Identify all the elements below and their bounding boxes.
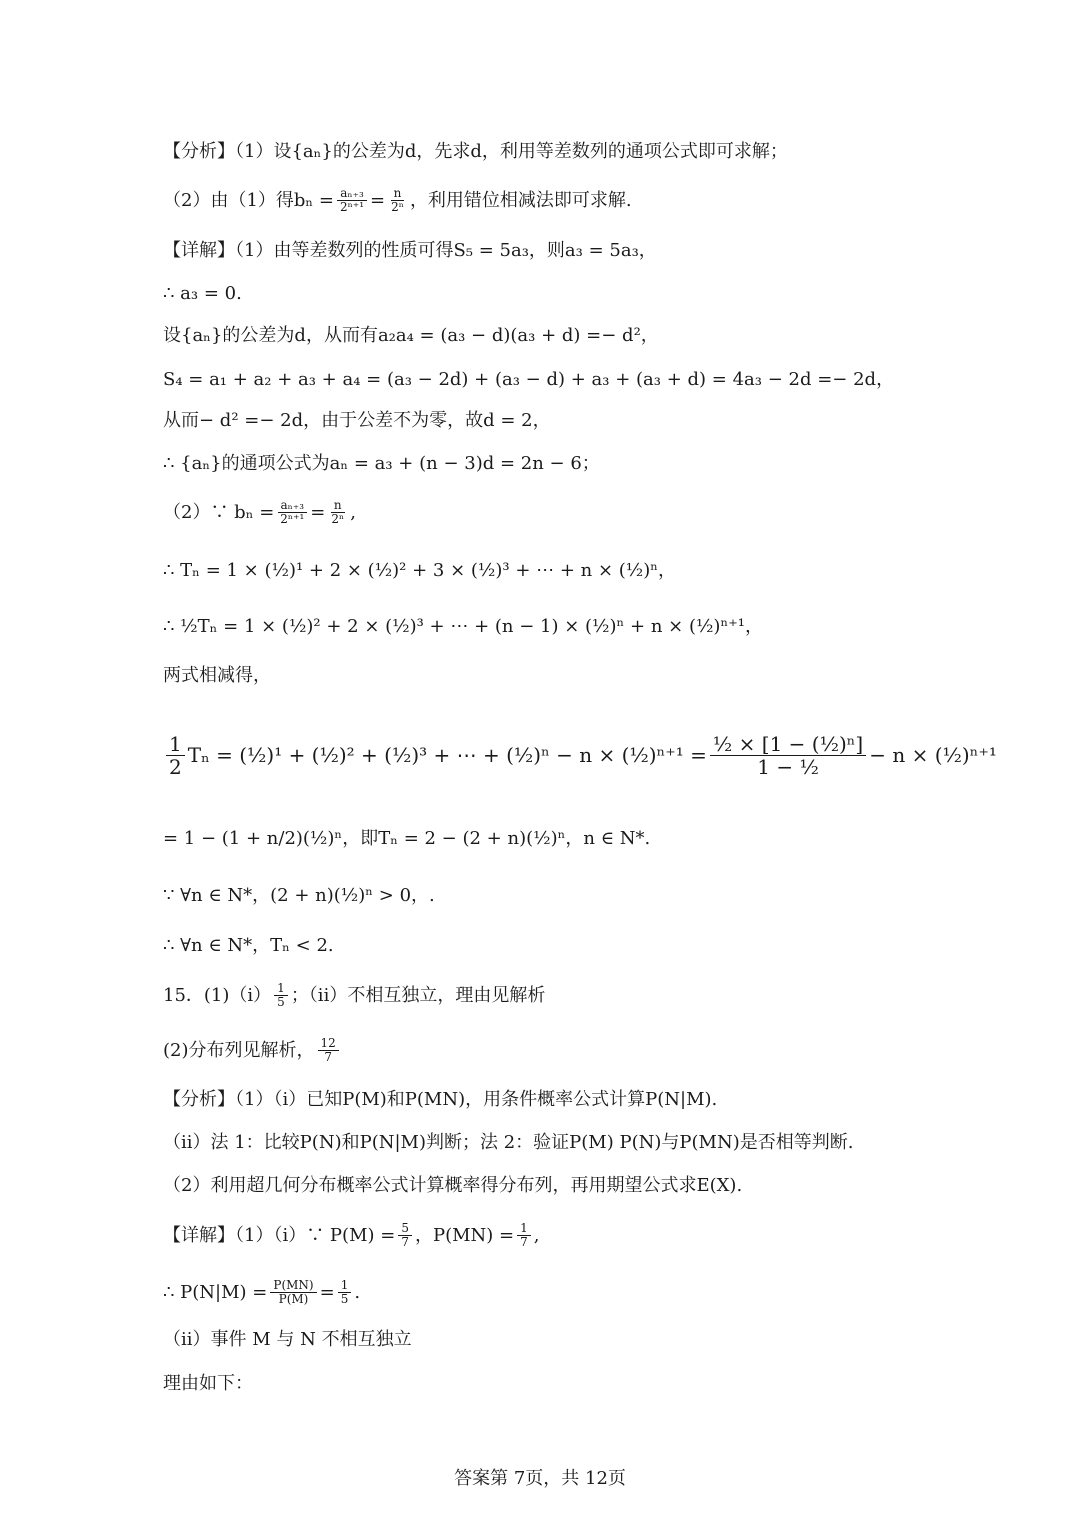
analysis-15-line-3: （2）利用超几何分布概率公式计算概率得分布列，再用期望公式求E(X). xyxy=(163,1175,743,1196)
fraction: $\frac{5}{7}$ xyxy=(398,1222,412,1249)
detail-15-line-3: （ii）事件 M 与 N 不相互独立 xyxy=(163,1329,412,1350)
detail-line-13: ∴ ∀n ∈ N*，Tₙ < 2. xyxy=(163,935,334,956)
detail-line-10: 两式相减得， xyxy=(163,665,271,686)
detail-line-5: 从而− d² =− 2d，由于公差不为零，故d = 2， xyxy=(163,410,551,431)
page-footer: 答案第 7页，共 12页 xyxy=(454,1468,626,1489)
fraction: $\frac{12}{7}$ xyxy=(318,1037,339,1064)
detail-line-4: S₄ = a₁ + a₂ + a₃ + a₄ = (a₃ − 2d) + (a₃ − d) + a₃ + (a₃ + d) = 4a₃ − 2d =− 2d， xyxy=(163,369,895,390)
fraction: $\frac{n}{\text{2ⁿ}}$ xyxy=(391,186,404,215)
answer-15-line-1: 15．(1)（i） $\frac{1}{5}$ ；（ii）不相互独立，理由见解析 xyxy=(163,981,546,1010)
detail-line-6: ∴ {aₙ}的通项公式为aₙ = a₃ + (n − 3)d = 2n − 6； xyxy=(163,453,600,474)
detail-line-3: 设{aₙ}的公差为d，从而有a₂a₄ = (a₃ − d)(a₃ + d) =− d²， xyxy=(163,325,659,346)
fraction: $\frac{1}{2}$ xyxy=(166,733,185,778)
analysis-line-1: 【分析】（1）设{aₙ}的公差为d，先求d，利用等差数列的通项公式即可求解； xyxy=(163,141,788,162)
detail-line-12: ∵ ∀n ∈ N*，(2 + n)(½)ⁿ > 0，. xyxy=(163,885,435,906)
analysis-line-2: （2）由（1）得bₙ = $\frac{\text{aₙ₊₃}}{\text{2ⁿ⁺¹}}$ = $\frac{n}{\text{2ⁿ}}$ ，利用错位相减法即可求解. xyxy=(163,186,632,215)
fraction: $\frac{\text{aₙ₊₃}}{\text{2ⁿ⁺¹}}$ xyxy=(337,187,367,214)
fraction: $\frac{1}{5}$ xyxy=(338,1279,352,1306)
fraction: $\frac{n}{\text{2ⁿ}}$ xyxy=(331,498,345,527)
answer-15-line-2: (2)分布列见解析， $\frac{12}{7}$ xyxy=(163,1037,923,1064)
fraction: $\frac{\text{½ × [1 − (½)ⁿ]}}{\text{1 − ½}}$ xyxy=(710,733,866,778)
detail-line-7: （2）∵ bₙ = $\frac{\text{aₙ₊₃}}{\text{2ⁿ⁺¹}}$ = $\frac{n}{\text{2ⁿ}}$ , xyxy=(163,498,356,527)
subtraction-formula: $\frac{1}{2}$ Tₙ = (½)¹ + (½)² + (½)³ + ⋯ + (½)ⁿ − n × (½)ⁿ⁺¹ = $\frac{\text{½ × [1 − (½)ⁿ]}}{\text{1 − ½}}$ − n × (½)ⁿ⁺¹ xyxy=(163,706,923,804)
fraction: $\frac{\text{aₙ₊₃}}{\text{2ⁿ⁺¹}}$ xyxy=(277,499,307,526)
analysis-15-line-2: （ii）法 1：比较P(N)和P(N|M)判断；法 2：验证P(M) P(N)与P(MN)是否相等判断. xyxy=(163,1132,854,1153)
analysis-15-line-1: 【分析】（1）（i）已知P(M)和P(MN)，用条件概率公式计算P(N|M). xyxy=(163,1089,718,1110)
detail-line-2: ∴ a₃ = 0. xyxy=(163,283,242,304)
fraction: $\frac{1}{7}$ xyxy=(517,1222,531,1249)
detail-15-line-1: 【详解】（1）（i）∵ P(M) = $\frac{5}{7}$ ，P(MN) = $\frac{1}{7}$ , xyxy=(163,1221,540,1250)
detail-line-9: ∴ ½Tₙ = 1 × (½)² + 2 × (½)³ + ⋯ + (n − 1) × (½)ⁿ + n × (½)ⁿ⁺¹， xyxy=(163,616,763,637)
fraction: $\frac{1}{5}$ xyxy=(274,982,288,1009)
detail-line-1: 【详解】（1）由等差数列的性质可得S₅ = 5a₃，则a₃ = 5a₃， xyxy=(163,240,657,261)
detail-15-line-2: ∴ P(N|M) = $\frac{P(MN)}{P(M)}$ = $\frac{1}{5}$ . xyxy=(163,1278,361,1307)
detail-line-11: = 1 − (1 + n/2)(½)ⁿ，即Tₙ = 2 − (2 + n)(½)ⁿ，n ∈ N*. xyxy=(163,828,651,849)
detail-15-line-4: 理由如下： xyxy=(163,1373,253,1394)
fraction: $\frac{P(MN)}{P(M)}$ xyxy=(270,1279,316,1306)
detail-line-8: ∴ Tₙ = 1 × (½)¹ + 2 × (½)² + 3 × (½)³ + ⋯ + n × (½)ⁿ， xyxy=(163,560,677,581)
